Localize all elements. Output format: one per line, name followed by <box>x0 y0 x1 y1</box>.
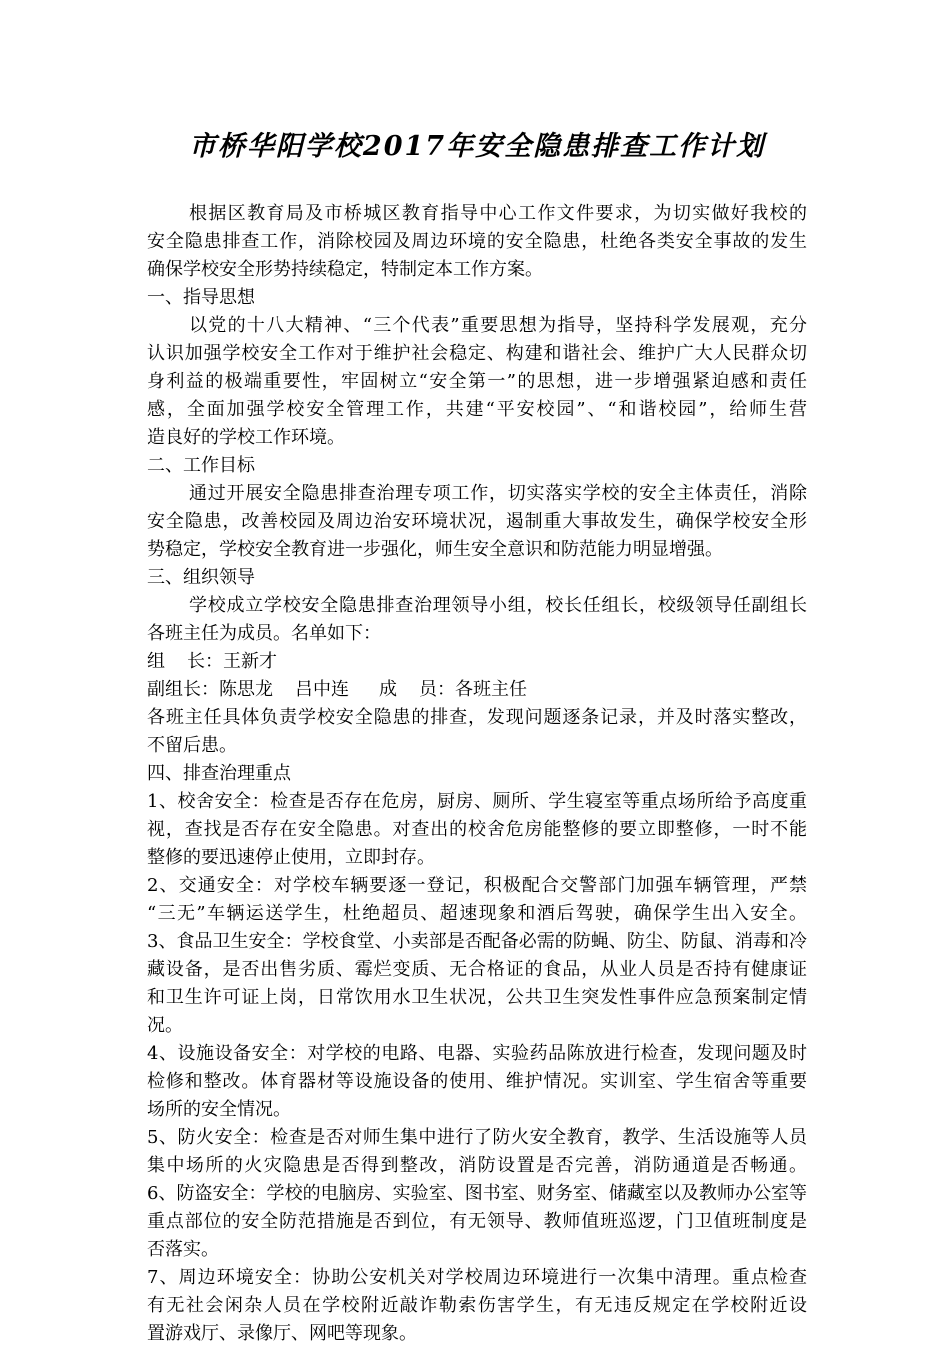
text-line: 1、校舍安全：检查是否存在危房，厨房、厕所、学生寝室等重点场所给予高度重 <box>147 791 807 812</box>
text-line: 5、防火安全：检查是否对师生集中进行了防火安全教育，教学、生活设施等人员 <box>147 1127 807 1148</box>
text-line: 认识加强学校安全工作对于维护社会稳定、构建和谐社会、维护广大人民群众切 <box>147 343 807 364</box>
deputy-name: 吕中连 <box>295 679 349 700</box>
list-item <box>147 788 807 872</box>
list-item <box>147 1040 807 1124</box>
section-heading: 三、组织领导 <box>147 567 255 588</box>
text-line: 况。 <box>147 1015 183 1036</box>
list-item <box>147 1180 807 1264</box>
text-line: 有无社会闲杂人员在学校附近敲诈勒索伤害学生，有无违反规定在学校附近设 <box>147 1295 807 1316</box>
text-line: 各班主任为成员。名单如下： <box>147 623 381 644</box>
text-line: 以党的十八大精神、“三个代表”重要思想为指导，坚持科学发展观，充分 <box>189 315 807 336</box>
text-line: 藏设备，是否出售劣质、霉烂变质、无合格证的食品，从业人员是否持有健康证 <box>147 959 807 980</box>
text-line: 各班主任具体负责学校安全隐患的排查，发现问题逐条记录，并及时落实整改， <box>147 707 807 728</box>
leader-line <box>147 648 807 676</box>
leader-label-suffix: 长： <box>187 651 223 672</box>
text-line: 视，查找是否存在安全隐患。对查出的校舍危房能整修的要立即整修，一时不能 <box>147 819 807 840</box>
deputy-line <box>147 676 807 704</box>
text-line: 6、防盗安全：学校的电脑房、实验室、图书室、财务室、储藏室以及教师办公室等 <box>147 1183 807 1204</box>
leader-label: 组 <box>147 651 165 672</box>
list-item <box>147 1264 807 1348</box>
text-line: 通过开展安全隐患排查治理专项工作，切实落实学校的安全主体责任，消除 <box>189 483 807 504</box>
text-line: 势稳定，学校安全教育进一步强化，师生安全意识和防范能力明显增强。 <box>147 539 723 560</box>
intro-paragraph <box>147 200 807 284</box>
text-line: 确保学校安全形势持续稳定，特制定本工作方案。 <box>147 259 543 280</box>
section-paragraph <box>147 592 807 760</box>
member-value: 各班主任 <box>455 679 527 700</box>
leader-name: 王新才 <box>223 651 277 672</box>
text-line: “三无”车辆运送学生，杜绝超员、超速现象和酒后驾驶，确保学生出入安全。 <box>147 903 807 924</box>
text-line: 不留后患。 <box>147 735 237 756</box>
text-line: 4、设施设备安全：对学校的电路、电器、实验药品陈放进行检查，发现问题及时 <box>147 1043 807 1064</box>
document-page <box>147 130 807 1348</box>
list-item <box>147 928 807 1040</box>
text-line: 置游戏厅、录像厅、网吧等现象。 <box>147 1323 417 1344</box>
text-line: 感，全面加强学校安全管理工作，共建“平安校园”、“和谐校园”，给师生营 <box>147 399 807 420</box>
text-line: 造良好的学校工作环境。 <box>147 427 345 448</box>
text-line: 3、食品卫生安全：学校食堂、小卖部是否配备必需的防蝇、防尘、防鼠、消毒和冷 <box>147 931 807 952</box>
member-label-suffix: 员： <box>419 679 455 700</box>
section-paragraph <box>147 312 807 452</box>
deputy-name: 陈思龙 <box>219 679 273 700</box>
text-line: 集中场所的火灾隐患是否得到整改，消防设置是否完善，消防通道是否畅通。 <box>147 1155 807 1176</box>
text-line: 安全隐患，改善校园及周边治安环境状况，遏制重大事故发生，确保学校安全形 <box>147 511 807 532</box>
section-paragraph <box>147 480 807 564</box>
deputy-label: 副组长： <box>147 679 219 700</box>
text-line: 根据区教育局及市桥城区教育指导中心工作文件要求，为切实做好我校的 <box>189 203 807 224</box>
text-line: 场所的安全情况。 <box>147 1099 291 1120</box>
text-line: 安全隐患排查工作，消除校园及周边环境的安全隐患，杜绝各类安全事故的发生 <box>147 231 807 252</box>
member-label: 成 <box>379 679 397 700</box>
text-line: 否落实。 <box>147 1239 219 1260</box>
text-line: 学校成立学校安全隐患排查治理领导小组，校长任组长，校级领导任副组长 <box>189 595 807 616</box>
text-line: 7、周边环境安全：协助公安机关对学校周边环境进行一次集中清理。重点检查 <box>147 1267 807 1288</box>
section-heading: 一、指导思想 <box>147 287 255 308</box>
text-line: 2、交通安全：对学校车辆要逐一登记，积极配合交警部门加强车辆管理，严禁 <box>147 875 807 896</box>
text-line: 和卫生许可证上岗，日常饮用水卫生状况，公共卫生突发性事件应急预案制定情 <box>147 987 807 1008</box>
section-heading: 四、排查治理重点 <box>147 763 291 784</box>
text-line: 重点部位的安全防范措施是否到位，有无领导、教师值班巡逻，门卫值班制度是 <box>147 1211 807 1232</box>
text-line: 检修和整改。体育器材等设施设备的使用、维护情况。实训室、学生宿舍等重要 <box>147 1071 807 1092</box>
list-item <box>147 1124 807 1180</box>
text-line: 整修的要迅速停止使用，立即封存。 <box>147 847 435 868</box>
text-line: 身利益的极端重要性，牢固树立“安全第一”的思想，进一步增强紧迫感和责任 <box>147 371 807 392</box>
section-heading: 二、工作目标 <box>147 455 255 476</box>
document-title: 市桥华阳学校2017年安全隐患排查工作计划 <box>188 131 766 162</box>
list-item <box>147 872 807 928</box>
